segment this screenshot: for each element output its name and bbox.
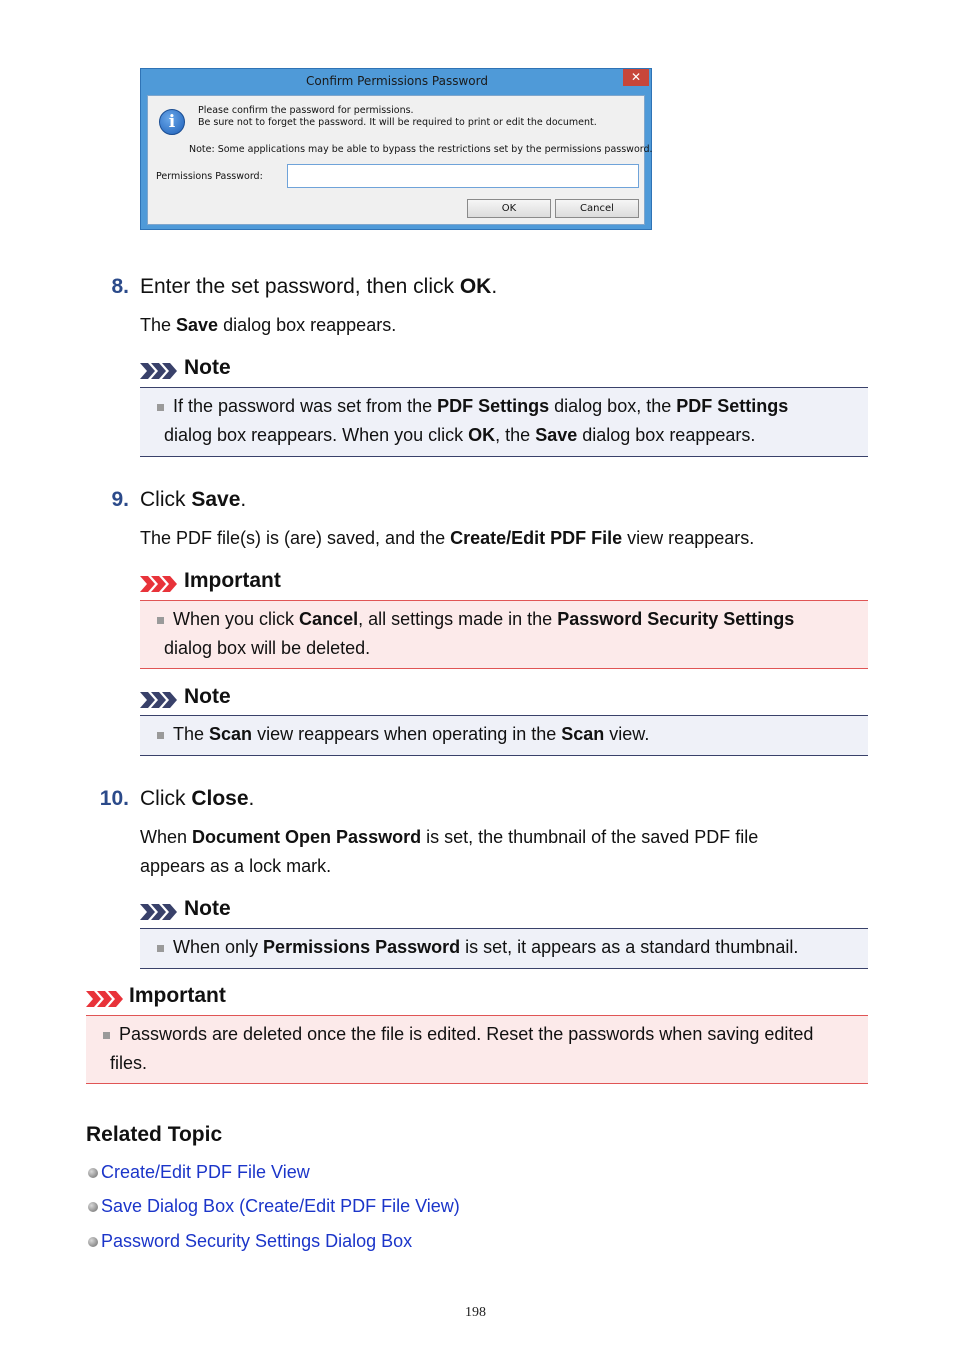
bullet-square-icon <box>103 1032 110 1039</box>
permissions-password-label: Permissions Password: <box>156 171 263 182</box>
important-text-line2: dialog box will be deleted. <box>164 638 371 658</box>
bullet-square-icon <box>157 404 164 411</box>
important-text-line1: When you click Cancel, all settings made in the Password Security Settings <box>157 605 794 634</box>
page-number: 198 <box>465 1305 486 1320</box>
note-arrows-icon <box>140 691 178 709</box>
step-number: 10. <box>99 787 129 810</box>
important-box <box>86 1015 868 1084</box>
important-arrows-icon <box>140 575 178 593</box>
note-text: When only Permissions Password is set, it appears as a standard thumbnail. <box>157 933 798 962</box>
dialog-note: Note: Some applications may be able to bypass the restrictions set by the permissions password. <box>189 144 653 155</box>
important-text-line1: Passwords are deleted once the file is edited. Reset the passwords when saving edited <box>103 1020 813 1049</box>
important-box <box>140 600 868 669</box>
step-description-line2: appears as a lock mark. <box>140 856 332 876</box>
note-heading: Note <box>184 356 231 379</box>
note-heading: Note <box>184 685 231 708</box>
note-box <box>140 928 868 969</box>
bullet-dot-icon <box>88 1202 98 1212</box>
dialog-body <box>147 95 653 225</box>
step-title: Enter the set password, then click OK. <box>140 275 498 298</box>
note-box <box>140 715 868 756</box>
step-description: The Save dialog box reappears. <box>140 315 397 335</box>
related-link[interactable]: Create/Edit PDF File View <box>88 1162 310 1183</box>
bullet-dot-icon <box>88 1237 98 1247</box>
note-heading: Note <box>184 897 231 920</box>
important-heading: Important <box>129 984 226 1007</box>
bullet-square-icon <box>157 945 164 952</box>
note-text: The Scan view reappears when operating in the Scan view. <box>157 720 649 749</box>
info-icon: i <box>159 109 185 135</box>
step-title: Click Close. <box>140 787 255 810</box>
related-link[interactable]: Save Dialog Box (Create/Edit PDF File View) <box>88 1196 460 1217</box>
dialog-message-line1: Please confirm the password for permissions. <box>198 105 414 116</box>
related-topic-title: Related Topic <box>86 1123 223 1146</box>
step-number: 8. <box>111 275 129 298</box>
bullet-square-icon <box>157 732 164 739</box>
note-text-line2: dialog box reappears. When you click OK, the Save dialog box reappears. <box>164 425 756 445</box>
important-text-line2: files. <box>110 1053 148 1073</box>
close-icon[interactable]: ✕ <box>623 69 649 86</box>
related-link[interactable]: Password Security Settings Dialog Box <box>88 1231 412 1252</box>
important-arrows-icon <box>86 990 124 1008</box>
step-title: Click Save. <box>140 488 247 511</box>
dialog-title: Confirm Permissions Password <box>306 74 488 88</box>
important-heading: Important <box>184 569 281 592</box>
note-box <box>140 387 868 457</box>
step-number: 9. <box>111 488 129 511</box>
dialog-message-line2: Be sure not to forget the password. It will be required to print or edit the document. <box>198 117 597 128</box>
bullet-dot-icon <box>88 1168 98 1178</box>
bullet-square-icon <box>157 617 164 624</box>
confirm-permissions-dialog <box>140 68 652 230</box>
permissions-password-input[interactable] <box>287 164 639 188</box>
step-description: The PDF file(s) is (are) saved, and the Create/Edit PDF File view reappears. <box>140 528 755 548</box>
ok-button[interactable]: OK <box>467 199 551 218</box>
note-arrows-icon <box>140 903 178 921</box>
note-text-line1: If the password was set from the PDF Settings dialog box, the PDF Settings <box>157 392 788 421</box>
step-description-line1: When Document Open Password is set, the thumbnail of the saved PDF file <box>140 827 759 847</box>
note-arrows-icon <box>140 362 178 380</box>
cancel-button[interactable]: Cancel <box>555 199 639 218</box>
